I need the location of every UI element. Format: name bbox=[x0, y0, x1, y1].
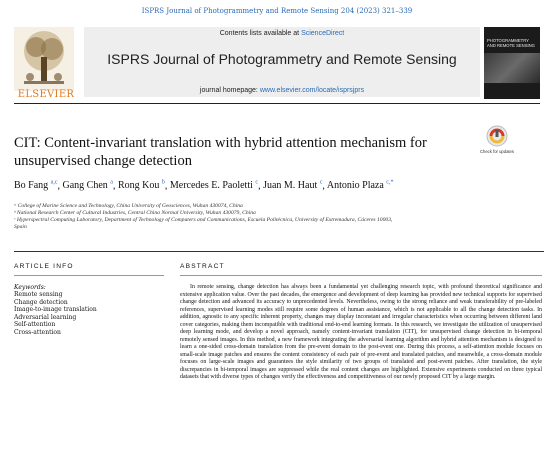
cover-title: PHOTOGRAMMETRY AND REMOTE SENSING bbox=[487, 38, 535, 48]
author-affil-mark[interactable]: a,c bbox=[50, 180, 58, 186]
author-name: Gang Chen bbox=[62, 180, 108, 192]
affiliation-c-country: Spain bbox=[14, 224, 27, 230]
journal-citation[interactable]: ISPRS Journal of Photogrammetry and Remote Sensing 204 (2023) 321–339 bbox=[141, 7, 413, 15]
publisher-name[interactable]: ELSEVIER bbox=[17, 89, 75, 100]
keyword-item: Self-attention bbox=[14, 321, 56, 329]
author-6[interactable] bbox=[327, 180, 394, 191]
keywords-label: Keywords: bbox=[14, 284, 46, 291]
author-name: Mercedes E. Paoletti bbox=[169, 180, 253, 192]
keyword-item: Adversarial learning bbox=[14, 313, 77, 321]
article-info-heading: ARTICLE INFO bbox=[14, 263, 74, 270]
affiliation-c: ᶜ Hyperspectral Computing Laboratory, Department of Technology of Computers and Communications, Escuela Politécnica, University of Extremadura, Cáceres 10003, bbox=[14, 217, 393, 223]
contents-line bbox=[84, 30, 480, 37]
author-3[interactable] bbox=[118, 180, 165, 191]
author-name: Juan M. Haut bbox=[263, 180, 318, 192]
journal-cover-thumbnail[interactable] bbox=[484, 27, 540, 99]
journal-header-box bbox=[84, 27, 480, 97]
author-name: Antonio Plaza bbox=[326, 180, 384, 192]
keyword-item: Change detection bbox=[14, 298, 68, 306]
author-name: Bo Fang bbox=[14, 180, 49, 192]
journal-title[interactable]: ISPRS Journal of Photogrammetry and Remote Sensing bbox=[107, 51, 457, 67]
author-name: Rong Kou bbox=[117, 180, 160, 192]
author-affil-mark[interactable]: b bbox=[161, 180, 165, 186]
keyword-item: Cross-attention bbox=[14, 328, 61, 336]
abstract-paragraph: In remote sensing, change detection has always been a fundamental yet challenging research topic, with profound theoretical significance and extensive application value. Over the past decades, the emergence and development of deep learning has provided new technical supports for supervised change detection and advanced its accuracy to unprecedented levels. Nevertheless, owing to the strong reliance and weak transferability of pre-labeled references, supervised learning modes still require some degrees of human assistance, which is not applicable to all the change detection tasks. In addition, agnostic to any specific inherent property, changes may display inconstant and irregular characteristics when occurring between different land cover categories, making them incompatible with traditional end-to-end learning formats. In this research, we investigate the utilization of unsupervised deep learning mode, and develop a novel approach, namely content-invariant translation (CIT), for unsupervised change detection in bi-temporal remotely sensed images. In this method, a new framework integrating the adversarial learning algorithm and hybrid attention mechanism is designed to learn a one-sided cross-domain translation from the pre-event domain to the post-event one. During this process, a self-attention module focuses on small-scale image patches and ensures the content consistency of each pair of pre-event and translated patches, and meanwhile, a cross-domain module focuses on large-scale images and guarantees the style similarity of two groups of translated and post-event patches. After translation, the style discrepancies in bi-temporal images are suppressed while the real content changes are highlighted. Extensive experiments conducted on three typical datasets that with diverse types of changes verify the effectiveness and competitiveness of our newly proposed CIT by a large margin. bbox=[180, 284, 542, 380]
homepage-line bbox=[84, 87, 480, 94]
author-affil-mark[interactable]: c bbox=[319, 180, 323, 186]
author-affil-mark[interactable]: c bbox=[255, 180, 259, 186]
keyword-list bbox=[14, 291, 164, 337]
cover-image bbox=[484, 53, 540, 83]
abstract-text bbox=[180, 284, 542, 382]
author-list: Bo Fang $^{a,c}$, Gang Chen $^a$, Rong Kou $^b$, Mercedes E. Paoletti $^c$, Juan M. Haut $^c$, Antonio Plaza $^{c,*}$ bbox=[14, 180, 394, 192]
affiliation-a: ᵃ College of Marine Science and Technology, China University of Geosciences, Wuhan 430074, China bbox=[14, 203, 243, 209]
sciencedirect-link[interactable]: ScienceDirect bbox=[301, 30, 345, 37]
author-1[interactable] bbox=[14, 180, 58, 191]
homepage-link[interactable]: www.elsevier.com/locate/isprsjprs bbox=[259, 87, 365, 94]
author-affil-mark[interactable]: c,* bbox=[386, 180, 394, 186]
author-4[interactable] bbox=[170, 180, 258, 191]
author-affil-mark[interactable]: a bbox=[110, 180, 113, 186]
journal-banner bbox=[14, 23, 540, 104]
keyword-item: Image-to-image translation bbox=[14, 306, 97, 314]
article-title: CIT: Content-invariant translation with hybrid attention mechanism for unsupervised change detection bbox=[14, 135, 427, 169]
abstract-heading: ABSTRACT bbox=[180, 263, 225, 270]
homepage-prefix: journal homepage: bbox=[199, 87, 260, 94]
check-for-updates-label[interactable]: Check for updates bbox=[480, 149, 514, 154]
author-2[interactable] bbox=[63, 180, 113, 191]
section-divider bbox=[14, 251, 544, 252]
abstract-divider bbox=[180, 275, 542, 276]
article-info-divider bbox=[14, 275, 164, 276]
author-5[interactable] bbox=[263, 180, 322, 191]
affiliation-b: ᵇ National Research Center of Cultural Industries, Central China Normal University, Wuhan 430079, China bbox=[14, 210, 256, 216]
keyword-item: Remote sensing bbox=[14, 291, 63, 298]
contents-prefix: Contents lists available at bbox=[219, 30, 302, 37]
